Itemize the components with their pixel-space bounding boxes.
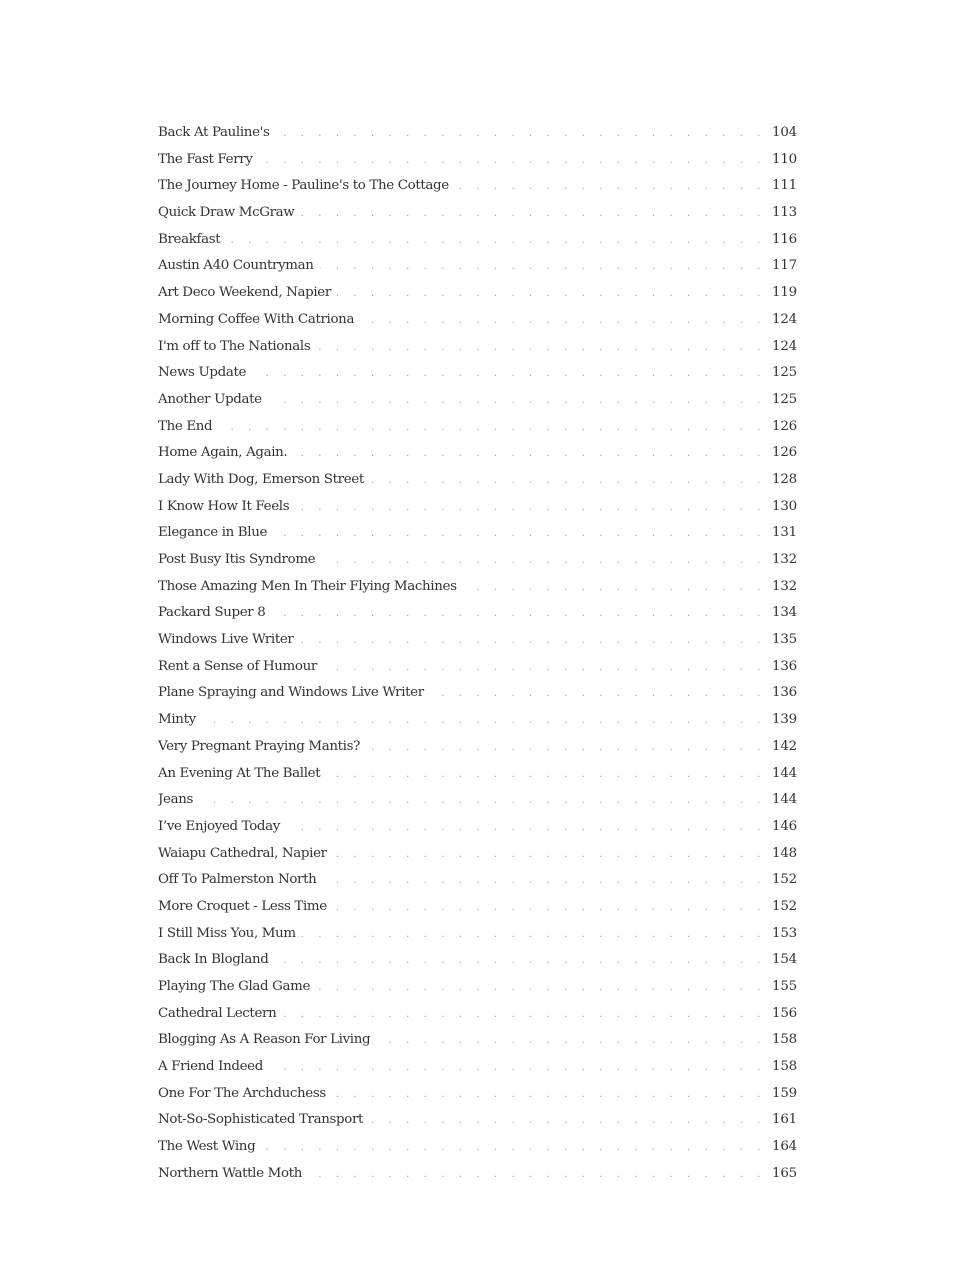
toc-entry-title: Home Again, Again. xyxy=(158,440,293,467)
dot-leader xyxy=(323,655,766,681)
dot-leader xyxy=(430,681,766,707)
dot-leader xyxy=(366,735,766,761)
toc-entry-page-number: 124 xyxy=(772,311,797,327)
toc-entry-page-number: 125 xyxy=(772,391,797,407)
toc-entry-title: The Journey Home - Pauline's to The Cottage xyxy=(158,173,455,200)
toc-entry-title: Northern Wattle Moth xyxy=(158,1161,308,1188)
toc-entry-title: The Fast Ferry xyxy=(158,147,259,174)
toc-entry-title: Not-So-Sophisticated Transport xyxy=(158,1107,369,1134)
toc-entry-page-number: 116 xyxy=(772,231,797,247)
toc-entry-title: Packard Super 8 xyxy=(158,600,271,627)
toc-entry-page-number: 130 xyxy=(772,498,797,514)
toc-entry-page-number: 124 xyxy=(772,338,797,354)
toc-entry xyxy=(158,147,797,174)
toc-entry-title: One For The Archduchess xyxy=(158,1081,332,1108)
dot-leader xyxy=(316,335,766,361)
toc-entry-title: More Croquet - Less Time xyxy=(158,894,333,921)
toc-entry xyxy=(158,494,797,521)
toc-entry-title: Another Update xyxy=(158,387,268,414)
dot-leader xyxy=(295,495,766,521)
toc-entry xyxy=(158,1134,797,1161)
toc-entry xyxy=(158,680,797,707)
dot-leader xyxy=(286,815,766,841)
toc-entry xyxy=(158,1027,797,1054)
toc-entry xyxy=(158,814,797,841)
toc-entry-title: The West Wing xyxy=(158,1134,261,1161)
toc-entry xyxy=(158,227,797,254)
dot-leader xyxy=(463,575,766,601)
toc-entry xyxy=(158,1001,797,1028)
toc-entry xyxy=(158,520,797,547)
toc-entry xyxy=(158,200,797,227)
toc-entry xyxy=(158,841,797,868)
toc-entry-title: Minty xyxy=(158,707,202,734)
toc-entry-page-number: 148 xyxy=(772,845,797,861)
toc-entry xyxy=(158,867,797,894)
dot-leader xyxy=(269,1055,766,1081)
toc-entry-title: Back At Pauline's xyxy=(158,120,276,147)
dot-leader xyxy=(326,762,766,788)
dot-leader xyxy=(369,1108,766,1134)
dot-leader xyxy=(268,388,766,414)
toc-entry-title: Windows Live Writer xyxy=(158,627,299,654)
toc-entry-page-number: 153 xyxy=(772,925,797,941)
toc-entry-page-number: 152 xyxy=(772,898,797,914)
dot-leader xyxy=(316,975,766,1001)
toc-entry-page-number: 165 xyxy=(772,1165,797,1181)
toc-entry-page-number: 156 xyxy=(772,1005,797,1021)
dot-leader xyxy=(376,1028,766,1054)
dot-leader xyxy=(300,201,766,227)
toc-entry xyxy=(158,1081,797,1108)
toc-entry xyxy=(158,334,797,361)
toc-entry-page-number: 158 xyxy=(772,1032,797,1048)
toc-entry xyxy=(158,253,797,280)
dot-leader xyxy=(274,948,766,974)
dot-leader xyxy=(271,601,766,627)
dot-leader xyxy=(202,708,766,734)
toc-entry xyxy=(158,307,797,334)
toc-entry-page-number: 135 xyxy=(772,632,797,648)
toc-entry xyxy=(158,974,797,1001)
toc-entry-title: An Evening At The Ballet xyxy=(158,761,326,788)
toc-entry-page-number: 144 xyxy=(772,792,797,808)
toc-entry xyxy=(158,894,797,921)
toc-entry xyxy=(158,280,797,307)
toc-entry xyxy=(158,467,797,494)
toc-entry xyxy=(158,1161,797,1188)
dot-leader xyxy=(332,1082,766,1108)
dot-leader xyxy=(360,308,766,334)
toc-entry-title: Playing The Glad Game xyxy=(158,974,316,1001)
toc-entry xyxy=(158,947,797,974)
toc-entry-title: Off To Palmerston North xyxy=(158,867,322,894)
toc-entry xyxy=(158,761,797,788)
toc-entry-title: Those Amazing Men In Their Flying Machines xyxy=(158,574,463,601)
toc-entry-title: Elegance in Blue xyxy=(158,520,273,547)
dot-leader xyxy=(302,922,766,948)
toc-entry-title: Rent a Sense of Humour xyxy=(158,654,323,681)
toc-entry-title: I Still Miss You, Mum xyxy=(158,921,302,948)
toc-entry-page-number: 136 xyxy=(772,658,797,674)
toc-entry-page-number: 146 xyxy=(772,818,797,834)
toc-entry xyxy=(158,734,797,761)
toc-entry-page-number: 131 xyxy=(772,525,797,541)
toc-entry-page-number: 128 xyxy=(772,471,797,487)
toc-entry xyxy=(158,654,797,681)
toc-entry-title: Very Pregnant Praying Mantis? xyxy=(158,734,366,761)
toc-entry xyxy=(158,360,797,387)
toc-entry-title: Blogging As A Reason For Living xyxy=(158,1027,376,1054)
toc-entry-page-number: 164 xyxy=(772,1139,797,1155)
toc-entry-title: Waiapu Cathedral, Napier xyxy=(158,841,333,868)
dot-leader xyxy=(308,1162,766,1188)
toc-entry-page-number: 125 xyxy=(772,365,797,381)
toc-entry-page-number: 139 xyxy=(772,712,797,728)
toc-entry-page-number: 113 xyxy=(772,205,797,221)
toc-entry xyxy=(158,547,797,574)
toc-entry-page-number: 161 xyxy=(772,1112,797,1128)
toc-entry xyxy=(158,387,797,414)
toc-entry-page-number: 111 xyxy=(772,178,797,194)
toc-entry-page-number: 142 xyxy=(772,738,797,754)
toc-entry-title: Back In Blogland xyxy=(158,947,274,974)
dot-leader xyxy=(252,361,766,387)
dot-leader xyxy=(322,868,766,894)
toc-entry-title: I Know How It Feels xyxy=(158,494,295,521)
dot-leader xyxy=(370,468,766,494)
toc-entry-page-number: 126 xyxy=(772,445,797,461)
toc-entry-title: Art Deco Weekend, Napier xyxy=(158,280,337,307)
dot-leader xyxy=(321,548,766,574)
toc-entry xyxy=(158,120,797,147)
dot-leader xyxy=(320,254,766,280)
toc-entry-page-number: 117 xyxy=(772,258,797,274)
toc-entry-title: Cathedral Lectern xyxy=(158,1001,282,1028)
dot-leader xyxy=(261,1135,766,1161)
dot-leader xyxy=(226,228,766,254)
toc-entry-page-number: 136 xyxy=(772,685,797,701)
toc-entry-title: News Update xyxy=(158,360,252,387)
toc-entry-title: Post Busy Itis Syndrome xyxy=(158,547,321,574)
toc-entry-page-number: 104 xyxy=(772,125,797,140)
toc-entry xyxy=(158,414,797,441)
table-of-contents xyxy=(158,120,797,1188)
toc-entry-title: A Friend Indeed xyxy=(158,1054,269,1081)
toc-entry-page-number: 119 xyxy=(772,285,797,301)
dot-leader xyxy=(282,1002,766,1028)
toc-entry-page-number: 132 xyxy=(772,578,797,594)
toc-entry-page-number: 132 xyxy=(772,552,797,567)
toc-entry xyxy=(158,921,797,948)
toc-entry xyxy=(158,627,797,654)
toc-entry xyxy=(158,1054,797,1081)
dot-leader xyxy=(259,148,766,174)
toc-entry xyxy=(158,1107,797,1134)
toc-entry-title: Lady With Dog, Emerson Street xyxy=(158,467,370,494)
toc-entry-page-number: 159 xyxy=(772,1085,797,1101)
toc-entry-page-number: 134 xyxy=(772,605,797,621)
toc-entry-title: I'm off to The Nationals xyxy=(158,334,316,361)
dot-leader xyxy=(276,121,767,147)
toc-entry-page-number: 158 xyxy=(772,1059,797,1075)
toc-entry-title: Quick Draw McGraw xyxy=(158,200,300,227)
toc-entry-title: Austin A40 Countryman xyxy=(158,253,320,280)
toc-entry-page-number: 126 xyxy=(772,418,797,434)
toc-entry xyxy=(158,440,797,467)
toc-entry xyxy=(158,600,797,627)
toc-entry-title: Jeans xyxy=(158,787,199,814)
dot-leader xyxy=(218,415,766,441)
toc-entry xyxy=(158,707,797,734)
toc-entry xyxy=(158,173,797,200)
toc-entry-title: Plane Spraying and Windows Live Writer xyxy=(158,680,430,707)
toc-entry xyxy=(158,574,797,601)
toc-entry-page-number: 110 xyxy=(772,151,797,167)
toc-entry-title: I’ve Enjoyed Today xyxy=(158,814,286,841)
toc-entry-title: The End xyxy=(158,414,218,441)
dot-leader xyxy=(337,281,766,307)
dot-leader xyxy=(455,174,766,200)
dot-leader xyxy=(333,842,766,868)
dot-leader xyxy=(299,628,766,654)
toc-entry xyxy=(158,787,797,814)
toc-entry-title: Breakfast xyxy=(158,227,226,254)
toc-entry-page-number: 154 xyxy=(772,952,797,968)
toc-entry-page-number: 155 xyxy=(772,979,797,994)
toc-entry-title: Morning Coffee With Catriona xyxy=(158,307,360,334)
dot-leader xyxy=(293,441,766,467)
dot-leader xyxy=(333,895,766,921)
dot-leader xyxy=(199,788,766,814)
toc-entry-page-number: 144 xyxy=(772,765,797,781)
toc-entry-page-number: 152 xyxy=(772,872,797,888)
dot-leader xyxy=(273,521,766,547)
